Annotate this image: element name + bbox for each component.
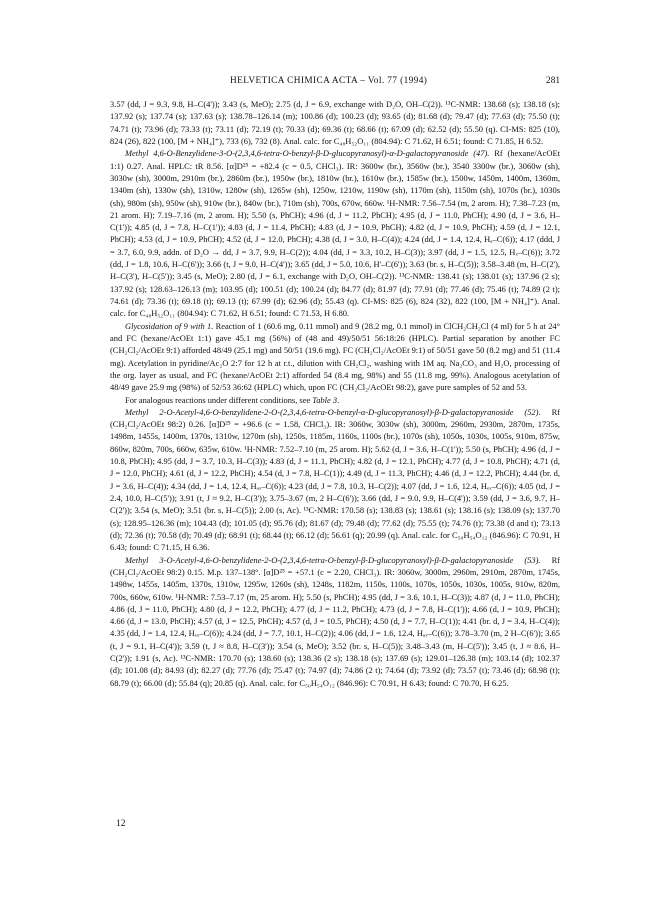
text-run: For analogous reactions under different conditions, see xyxy=(125,394,313,405)
paragraph xyxy=(110,406,560,554)
footer-mark: 12 xyxy=(116,819,126,829)
paragraph xyxy=(110,394,560,406)
text-run: Rf (hexane/AcOEt 1:1) 0.27. Anal. HPLC: tR 8.56. [α]D²⁵ = +82.4 (c = 0.5, CHCl₃). IR: 3600w (br.), 3560w (br.), 3540 3300w (br.), 3060w (sh), 3030w (sh), 3000m, 2910m (br.), 2860m (br.), 1950w (br.), 1810w (br.), 1610w (br.), 1585w (br.), 1500w, 1450m, 1400m, 1360m, 1340m (sh), 1330w (sh), 1310w, 1280w (sh), 1265w (sh), 1250w, 1210w, 1190w (sh), 1170m (sh), 1150m (sh), 1070s (br.), 1030s (sh), 980m (sh), 950w (sh), 910w (br.), 840w (br.), 710m (sh), 700s, 670w, 660w. ¹H-NMR: 7.56–7.54 (m, 2 arom. H); 7.38–7.23 (m, 21 arom. H); 7.19–7.16 (m, 2 arom. H); 5.50 (s, PhCH); 4.96 (d, J = 11.2, PhCH); 4.95 (d, J = 11.0, PhCH); 4.90 (d, J = 3.6, H–C(1')); 4.85 (d, J = 7.8, H–C(1')); 4.83 (d, J = 11.4, PhCH); 4.83 (d, J = 10.9, PhCH); 4.82 (d, J = 10.9, PhCH); 4.59 (d, J = 12.1, PhCH); 4.53 (d, J = 10.9, PhCH); 4.52 (d, J = 12.0, PhCH); 4.38 (d, J = 3.0, H–C(4)); 4.24 (dd, J = 1.4, 12.4, Hₐ–C(6)); 4.17 (ddd, J = 3.7, 6.0, 9.9, addn. of D₂O → dd, J = 3.7, 9.9, H–C(2)); 4.04 (dd, J = 3.3, 10.2, H–C(3)); 3.97 (dd, J = 1.5, 12.5, Hₓ–C(6)); 3.72 (dd, J = 1.8, 10.6, H–C(6')); 3.66 (t, J = 9.0, H–C(4')); 3.65 (dd, J = 5.0, 10.6, H'–C(6')); 3.63 (br. s, H–C(5)); 3.58–3.48 (m, H–C(2'), H–C(3'), H–C(5')); 3.45 (s, MeO); 2.80 (d, J = 6.1, exchange with D₂O, OH–C(2)). ¹³C-NMR: 138.41 (s); 138.01 (s); 137.96 (2 s); 137.92 (s); 128.63–126.13 (m); 103.95 (d); 100.51 (d); 100.24 (d); 84.77 (d); 81.97 (d); 77.91 (d); 77.46 (d); 75.46 (t); 74.89 (2 t); 74.61 (d); 73.36 (t); 69.18 (t); 69.13 (t); 67.99 (d); 62.96 (d); 55.43 (q). CI-MS: 825 (6), 824 (32), 822 (100, [M + NH₄]⁺). Anal. calc. for C₄₈H₅₂O₁₁ (804.94): C 71.62, H 6.51; found: C 71.53, H 6.80. xyxy=(110,148,560,319)
paragraph xyxy=(110,554,560,689)
page-number: 281 xyxy=(546,76,560,86)
text-run: Rf (CH₂Cl₂/AcOEt 98:2) 0.26. [α]D²⁵ = +96.6 (c = 1.58, CHCl₃). IR: 3060w, 3030w (sh), 3000m, 2960m, 2930m, 2870m, 1735s, 1498m, 1455s, 1400m, 1370s, 1310w, 1270m (sh), 1250s, 1185m, 1160s, 1100s (br.), 1070s (sh), 1050s, 1030s, 1005s, 910m, 875w, 860w, 820m, 700s, 660w, 635w, 610w. ¹H-NMR: 7.52–7.10 (m, 25 arom. H); 5.62 (d, J = 3.6, H–C(1')); 5.50 (s, PhCH); 4.96 (d, J = 10.8, PhCH); 4.95 (dd, J = 3.7, 10.3, H–C(3)); 4.83 (d, J = 11.1, PhCH); 4.82 (d, J = 12.1, PhCH); 4.77 (d, J = 10.8, PhCH); 4.71 (d, J = 12.0, PhCH); 4.61 (d, J = 12.2, PhCH); 4.54 (d, J = 7.8, H–C(1)); 4.49 (d, J = 11.3, PhCH); 4.46 (d, J = 12.2, PhCH); 4.44 (br. d, J = 3.6, H–C(4)); 4.34 (dd, J = 1.4, 12.4, Hₐₓ–C(6)); 4.23 (dd, J = 7.8, 10.3, H–C(2)); 4.07 (dd, J = 1.6, 12.4, Hₑₓ–C(6)); 4.05 (td, J = 2.4, 10.0, H–C(5')); 3.91 (t, J ≈ 9.2, H–C(3')); 3.75–3.67 (m, 2 H–C(6')); 3.66 (dd, J = 9.0, 9.9, H–C(4')); 3.59 (dd, J = 3.6, 9.7, H–C(2')); 3.54 (s, MeO); 3.51 (br. s, H–C(5)); 2.00 (s, Ac). ¹³C-NMR: 170.58 (s); 138.83 (s); 138.61 (s); 138.16 (s); 138.09 (s); 137.70 (s); 128.95–126.36 (m); 104.43 (d); 101.05 (d); 95.76 (d); 81.67 (d); 79.48 (d); 77.62 (d); 75.55 (t); 74.76 (t); 73.38 (d and t); 73.13 (d); 72.36 (t); 70.58 (d); 70.49 (d); 68.91 (t); 68.44 (t); 66.12 (d); 56.61 (q); 20.99 (q). Anal. calc. for C₅₀H₅₄O₁₂ (846.96): C 70.91, H 6.43; found: C 71.15, H 6.36. xyxy=(110,406,561,553)
italic-text: Table 3 xyxy=(312,394,338,405)
paragraph xyxy=(110,147,560,319)
italic-text: Methyl 3-O-Acetyl-4,6-O-benzylidene-2-O-(2,3,4,6-tetra-O-benzyl-β-D-glucopyranosyl)-β-D-galactopyranoside (53). xyxy=(125,554,541,565)
text-run: Rf (CH₂Cl₂/AcOEt 98:2) 0.15. M.p. 137–138°. [α]D²⁵ = +57.1 (c = 2.20, CHCl₃). IR: 3060w, 3000m, 2960m, 2910m, 2870m, 1745s, 1498w, 1455s, 1405m, 1370s, 1310w, 1295w, 1260s (sh), 1248s, 1182m, 1150s, 1100s, 1070s, 1050s, 1030s, 1005s, 910w, 820m, 700s, 660w, 610w. ¹H-NMR: 7.53–7.17 (m, 25 arom. H); 5.50 (s, PhCH); 4.95 (dd, J = 3.6, 10.1, H–C(3)); 4.87 (d, J = 11.0, PhCH); 4.86 (d, J = 11.0, PhCH); 4.80 (d, J = 12.2, PhCH); 4.77 (d, J = 11.2, PhCH); 4.73 (d, J = 7.8, H–C(1')); 4.66 (d, J = 10.9, PhCH); 4.66 (d, J = 13.0, PhCH); 4.57 (d, J = 12.5, PhCH); 4.57 (d, J = 10.5, PhCH); 4.50 (d, J = 7.7, H–C(1)); 4.41 (br. d, J = 3.4, H–C(4)); 4.35 (dd, J = 1.4, 12.4, Hₑₓ–C(6)); 4.24 (dd, J = 7.7, 10.1, H–C(2)); 4.06 (dd, J = 1.6, 12.4, Hₐₓ–C(6)); 3.78–3.70 (m, 2 H–C(6')); 3.65 (t, J = 9.1, H–C(4')); 3.59 (t, J ≈ 8.8, H–C(3')); 3.54 (s, MeO); 3.52 (br. s, H–C(5)); 3.48–3.43 (m, H–C(5')); 3.45 (t, J ≈ 8.6, H–C(2')); 1.91 (s, Ac). ¹³C-NMR: 170.70 (s); 138.60 (s); 138.36 (2 s); 138.18 (s); 137.69 (s); 129.01–126.38 (m); 103.14 (d); 102.37 (d); 101.08 (d); 84.93 (d); 82.27 (d); 77.76 (d); 75.47 (t); 74.97 (d); 74.86 (2 t); 74.64 (d); 73.92 (d); 73.57 (t); 73.46 (d); 68.98 (t); 68.79 (t); 66.00 (d); 55.84 (q); 20.85 (q). Anal. calc. for C₅₀H₅₄O₁₂ (846.96): C 70.91, H 6.43; found: C 70.70, H 6.25. xyxy=(110,554,561,688)
italic-text: Methyl 2-O-Acetyl-4,6-O-benzylidene-2-O-(2,3,4,6-tetra-O-benzyl-α-D-glucopyranosyl)-β-D-galactopyranoside (52). xyxy=(125,406,541,417)
text-run: . xyxy=(337,394,340,405)
text-run: 3.57 (dd, J = 9.3, 9.8, H–C(4')); 3.43 (s, MeO); 2.75 (d, J = 6.9, exchange with D₂O, OH–C(2)). ¹³C-NMR: 138.68 (s); 138.18 (s); 137.92 (s); 137.74 (s); 137.63 (s); 138.78–126.14 (m); 100.86 (d); 100.23 (d); 93.65 (d); 81.68 (d); 79.47 (d); 77.63 (d); 75.50 (t); 74.71 (t); 73.96 (d); 73.33 (t); 73.11 (d); 72.19 (t); 70.33 (d); 69.36 (t); 68.66 (t); 67.09 (d); 62.52 (d); 55.50 (q). CI-MS: 825 (10), 824 (26), 822 (100, [M + NH₄]⁺), 733 (6), 732 (8). Anal. calc. for C₄₈H₅₂O₁₁ (804.94): C 71.62, H 6.51; found: C 71.85, H 6.52. xyxy=(110,99,560,146)
article-body xyxy=(110,98,560,689)
text-run: Reaction of 1 (60.6 mg, 0.11 mmol) and 9 (28.2 mg, 0.1 mmol) in ClCH₂CH₂Cl (4 ml) for 5 h at 24° and FC (hexane/AcOEt 1:1) gave 45.1 mg (56%) of (48 and 49)/50/51 56:18:26 (HPLC). Partial separation by another FC (CH₂Cl₂/AcOEt 9:1) afforded 48/49 (25.1 mg) and 50/51 (19.6 mg). FC (CH₂Cl₂/AcOEt 9:1) of 50/51 gave 50 (8.2 mg) and 51 (11.4 mg). Acetylation in pyridine/Ac₂O 2:7 for 12 h at r.t., dilution with CH₂Cl₂, washing with 1M aq. Na₂CO₃ and H₂O, processing of the org. layer as usual, and FC (hexane/AcOEt 2:1) afforded 54 (8.4 mg, 98%) and 55 (11.8 mg, 99%). Analogous acetylation of 48/49 gave 25.9 mg (98%) of 52/53 36:62 (HPLC) which, upon FC (CH₂Cl₂/AcOEt 98:2), gave pure samples of 52 and 53. xyxy=(110,320,560,393)
paragraph xyxy=(110,320,560,394)
paragraph xyxy=(110,98,560,147)
journal-title: HELVETICA CHIMICA ACTA – Vol. 77 (1994) xyxy=(230,76,428,86)
italic-text: Methyl 4,6-O-Benzylidene-3-O-(2,3,4,6-tetra-O-benzyl-β-D-glucopyranosyl)-α-D-galactopyranoside (47). xyxy=(125,148,490,159)
running-header xyxy=(110,76,560,90)
italic-text: Glycosidation of 9 with 1. xyxy=(125,320,214,331)
